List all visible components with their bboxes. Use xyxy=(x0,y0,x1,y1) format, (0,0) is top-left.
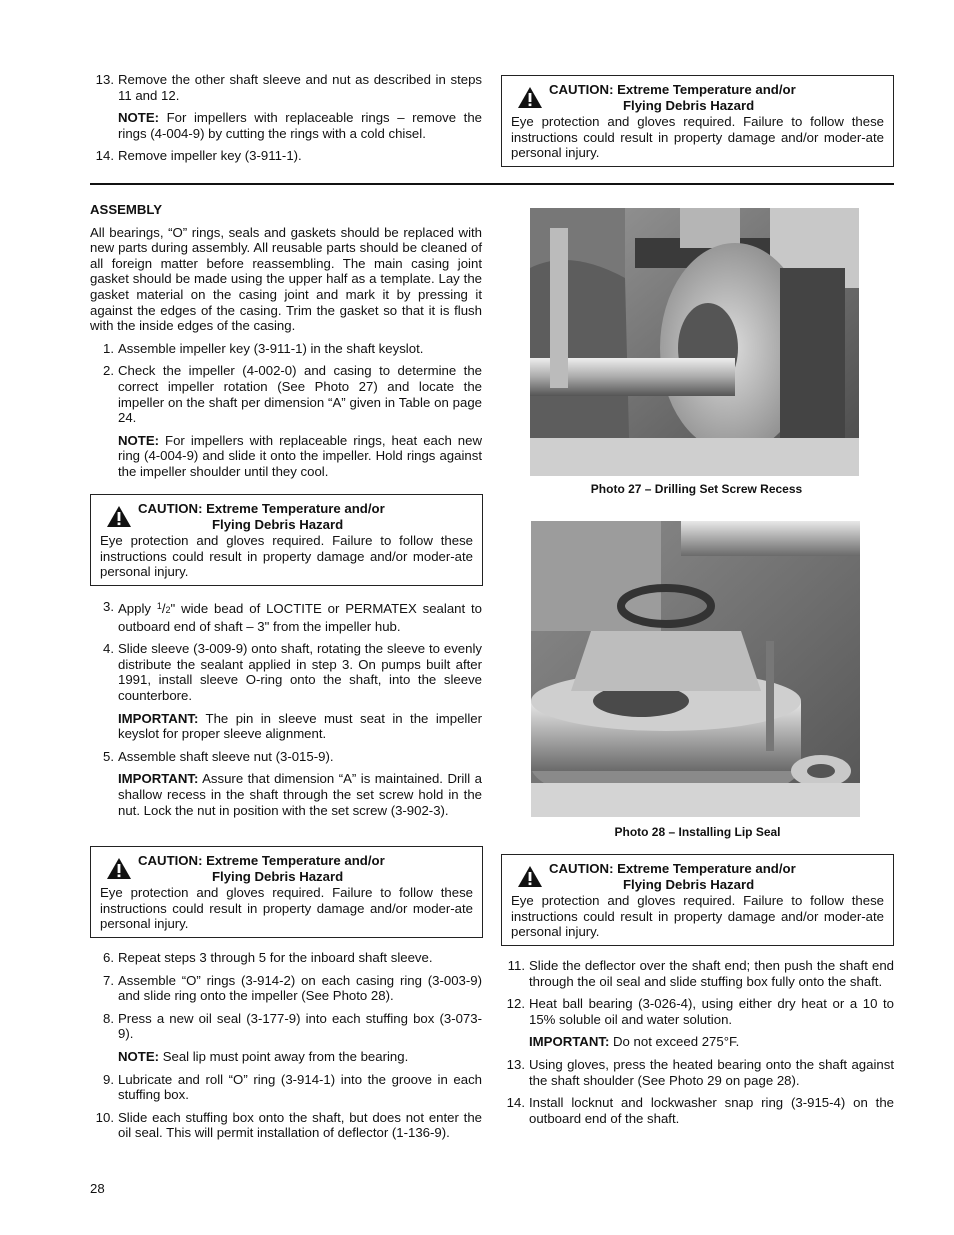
assembly-left-column-3 xyxy=(90,950,482,1148)
photo-27-image xyxy=(530,208,859,476)
caution-text: Eye protection and gloves required. Failure to follow these instructions could result in property damage and/or moder-ate personal injury. xyxy=(511,114,884,161)
warning-triangle-icon xyxy=(517,86,543,109)
photo-28-installing-lip-seal xyxy=(531,521,860,817)
assembly-intro: All bearings, “O” rings, seals and gaskets should be replaced with new parts during assembly. All reusable parts should be cleaned of all foreign matter before reassembling. The main casing joint gasket should be made using the upper half as a template. Lay the gasket material on the casing joint and mark it by pressing it against the edges of the casing. Trim the gasket so that it is flush with the inside edges of the casing. xyxy=(90,224,482,334)
assembly-heading: ASSEMBLY xyxy=(90,202,163,217)
caution-box-4: CAUTION: Extreme Temperature and/or Flying Debris Hazard Eye protection and gloves required. Failure to follow these instructions could result in property damage and/or moder-ate personal injury. xyxy=(501,854,894,946)
assembly-step-14: 14. Install locknut and lockwasher snap ring (3-915-4) on the outboard end of the shaft. xyxy=(506,1095,894,1126)
assembly-step-8-note: NOTE: Seal lip must point away from the bearing. xyxy=(118,1048,409,1064)
assembly-left-column-2 xyxy=(90,599,482,825)
assembly-left-column xyxy=(90,202,482,487)
assembly-step-3: 3. Apply $^1$/2" wide bead of LOCTITE or PERMATEX sealant to outboard end of shaft – 3" from the impeller hub. xyxy=(103,599,482,634)
assembly-step-12-important: IMPORTANT: Do not exceed 275°F. xyxy=(529,1034,740,1050)
caution-box-2: CAUTION: Extreme Temperature and/or Flying Debris Hazard Eye protection and gloves required. Failure to follow these instructions could result in property damage and/or moder-ate personal injury. xyxy=(90,494,483,586)
photo-28-image xyxy=(531,521,860,817)
caution-box-3: CAUTION: Extreme Temperature and/or Flying Debris Hazard Eye protection and gloves required. Failure to follow these instructions could result in property damage and/or moder-ate personal injury. xyxy=(90,846,483,938)
warning-triangle-icon xyxy=(106,505,132,528)
assembly-step-9: 9. Lubricate and roll “O” ring (3-914-1) into the groove in each stuffing box. xyxy=(103,1071,482,1103)
assembly-step-12: 12. Heat ball bearing (3-026-4), using either dry heat or a 10 to 15% soluble oil and water solution. xyxy=(506,996,894,1027)
assembly-step-8: 8. Press a new oil seal (3-177-9) into each stuffing box (3-073-9). xyxy=(103,1010,482,1042)
caution-text: Eye protection and gloves required. Failure to follow these instructions could result in property damage and/or moder-ate personal injury. xyxy=(511,893,884,940)
warning-triangle-icon xyxy=(517,865,543,888)
assembly-step-5-important: IMPORTANT: Assure that dimension “A” is maintained. Drill a shallow recess in the shaft through the set screw hold in the nut. Lock the nut in position with the set screw (3-902-3). xyxy=(118,771,482,818)
caution-text: Eye protection and gloves required. Failure to follow these instructions could result in property damage and/or moder-ate personal injury. xyxy=(100,533,473,580)
photo-28-caption: Photo 28 – Installing Lip Seal xyxy=(614,825,781,839)
assembly-step-7: 7. Assemble “O” rings (3-914-2) on each casing ring (3-003-9) and slide ring onto the impeller (See Photo 28). xyxy=(103,972,482,1004)
assembly-step-6: 6. Repeat steps 3 through 5 for the inboard shaft sleeve. xyxy=(103,950,433,965)
assembly-step-4: 4. Slide sleeve (3-009-9) onto shaft, rotating the sleeve to evenly distribute the sealant applied in step 3. On pumps built after 1991, install sleeve O-ring onto the shaft, into the sleeve counterbore. xyxy=(103,641,482,703)
assembly-step-11: 11. Slide the deflector over the shaft end; then push the shaft end through the oil seal and slide stuffing box fully onto the shaft. xyxy=(507,958,894,989)
assembly-step-5: 5. Assemble shaft sleeve nut (3-015-9). xyxy=(103,748,334,764)
top-left-column xyxy=(90,72,482,171)
step-14-disassembly: 14. Remove impeller key (3-911-1). xyxy=(95,148,302,164)
assembly-step-2-note: NOTE: For impellers with replaceable rings, heat each new ring (4-004-9) and slide it onto the impeller. Hold rings against the impeller shoulder until they cool. xyxy=(118,432,482,479)
photo-27-caption: Photo 27 – Drilling Set Screw Recess xyxy=(590,482,803,496)
caution-box-1: CAUTION: Extreme Temperature and/or Flying Debris Hazard Eye protection and gloves required. Failure to follow these instructions could result in property damage and/or moder-ate personal injury. xyxy=(501,75,894,167)
assembly-step-1: 1. Assemble impeller key (3-911-1) in the shaft keyslot. xyxy=(103,340,424,356)
assembly-right-column xyxy=(501,958,894,1133)
step-13-note: NOTE: For impellers with replaceable rings – remove the rings (4-004-9) by cutting the rings with a cold chisel. xyxy=(118,110,482,141)
photo-27-drilling-set-screw-recess xyxy=(530,208,859,476)
assembly-step-2: 2. Check the impeller (4-002-0) and casing to determine the correct impeller rotation (See Photo 27) and locate the impeller on the shaft per dimension “A” given in Table on page 24. xyxy=(103,363,482,426)
step-13-disassembly: 13. Remove the other shaft sleeve and nut as described in steps 11 and 12. xyxy=(95,72,482,103)
page-number: 28 xyxy=(90,1181,105,1196)
assembly-step-4-important: IMPORTANT: The pin in sleeve must seat in the impeller keyslot for proper sleeve alignment. xyxy=(118,710,482,742)
section-divider xyxy=(90,183,894,185)
warning-triangle-icon xyxy=(106,857,132,880)
assembly-step-13: 13. Using gloves, press the heated bearing onto the shaft against the shaft shoulder (See Photo 29 on page 28). xyxy=(506,1056,894,1088)
assembly-step-10: 10. Slide each stuffing box onto the shaft, but does not enter the oil seal. This will permit installation of deflector (1-136-9). xyxy=(95,1109,482,1141)
caution-text: Eye protection and gloves required. Failure to follow these instructions could result in property damage and/or moder-ate personal injury. xyxy=(100,885,473,932)
